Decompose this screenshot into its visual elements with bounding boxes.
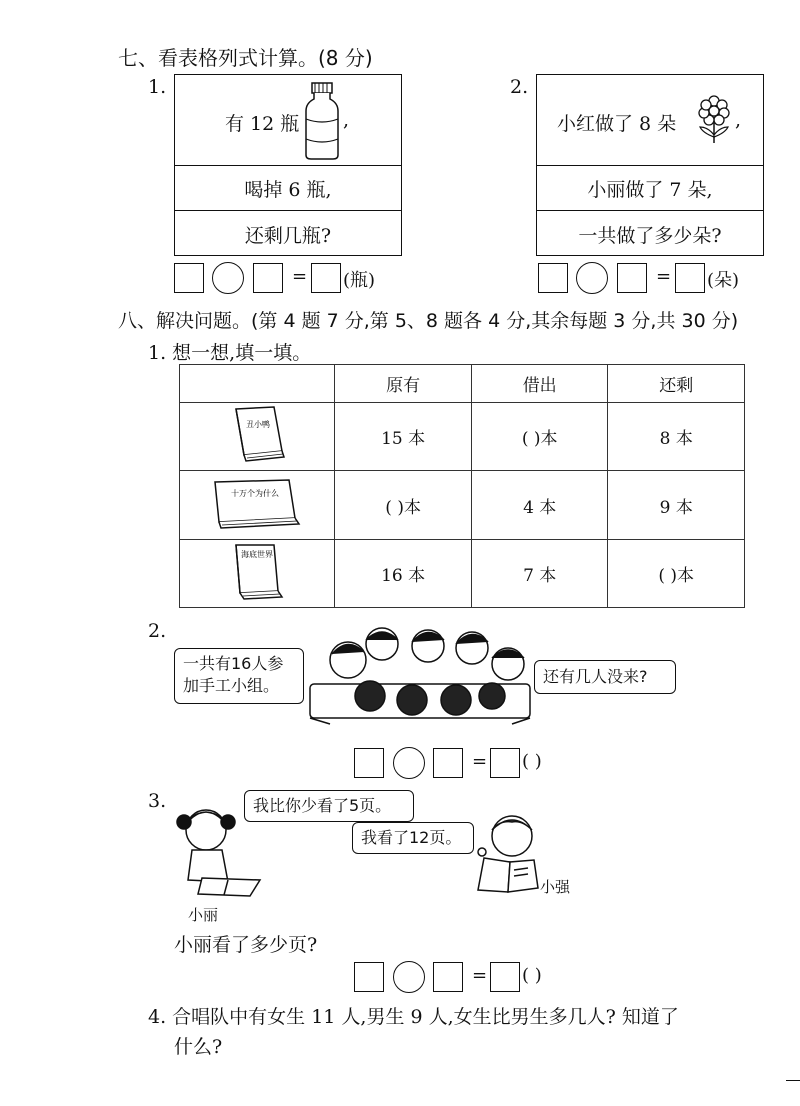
q2-number: 2. <box>510 76 529 98</box>
q2-table <box>536 74 764 256</box>
cell-original: 15 本 <box>335 403 472 471</box>
cell-remaining[interactable]: ( )本 <box>608 539 745 607</box>
s8-q3-answer-box-3[interactable] <box>490 962 520 992</box>
s8-q2-answer-box-1[interactable] <box>354 748 384 778</box>
q2-row1: 小红做了 8 朵 <box>557 113 677 135</box>
book-title: 海底世界 <box>241 549 274 559</box>
book-icon <box>226 541 288 601</box>
boy-reading-illustration <box>474 808 544 894</box>
q2-row2: 小丽做了 7 朵, <box>587 179 713 201</box>
boy-name: 小强 <box>540 878 571 896</box>
s8-q4-line2: 什么? <box>174 1036 223 1058</box>
cell-original[interactable]: ( )本 <box>335 471 472 539</box>
header-remaining: 还剩 <box>608 365 745 403</box>
s8-q3-operator-circle[interactable] <box>393 961 425 993</box>
speech-bubble-right: 还有几人没来? <box>534 660 676 694</box>
header-empty <box>180 365 335 403</box>
q2-row3: 一共做了多少朵? <box>578 225 722 247</box>
speech-bubble-left: 一共有16人参加手工小组。 <box>174 648 304 704</box>
section7-title: 七、看表格列式计算。(8 分) <box>118 46 373 70</box>
table-row <box>180 539 745 607</box>
q2-operator-circle[interactable] <box>576 262 608 294</box>
bottle-icon <box>303 81 341 161</box>
book-cell <box>180 471 335 539</box>
q2-answer-box-2[interactable] <box>617 263 647 293</box>
cell-borrowed: 7 本 <box>471 539 608 607</box>
q2-answer-box-3[interactable] <box>675 263 705 293</box>
s8-q4-line1: 4. 合唱队中有女生 11 人,男生 9 人,女生比男生多几人? 知道了 <box>148 1006 679 1028</box>
book-icon <box>207 474 307 532</box>
s8-q2-operator-circle[interactable] <box>393 747 425 779</box>
s8-q3-answer-box-1[interactable] <box>354 962 384 992</box>
cell-borrowed: 4 本 <box>471 471 608 539</box>
q1-row1-comma: , <box>343 109 350 131</box>
q1-row1: 有 12 瓶 <box>225 113 300 135</box>
speech-bubble-boy: 我看了12页。 <box>352 822 474 854</box>
s8-q1-text: 1. 想一想,填一填。 <box>148 342 312 364</box>
header-borrowed: 借出 <box>471 365 608 403</box>
q1-number: 1. <box>148 76 167 98</box>
s8-q2-answer-box-3[interactable] <box>490 748 520 778</box>
q2-row1-comma: , <box>735 109 742 131</box>
q1-answer-box-1[interactable] <box>174 263 204 293</box>
q1-table <box>174 74 402 256</box>
q2-answer-box-1[interactable] <box>538 263 568 293</box>
book-cell <box>180 539 335 607</box>
table-row <box>180 403 745 471</box>
s8-q3-number: 3. <box>148 790 167 812</box>
header-original: 原有 <box>335 365 472 403</box>
q1-unit: (瓶) <box>343 270 376 291</box>
book-icon <box>226 405 288 463</box>
s8-q3-answer-box-2[interactable] <box>433 962 463 992</box>
cell-remaining: 9 本 <box>608 471 745 539</box>
q1-row3: 还剩几瓶? <box>244 225 332 247</box>
speech-bubble-girl: 我比你少看了5页。 <box>244 790 414 822</box>
s8-q2-number: 2. <box>148 620 167 642</box>
children-group-illustration <box>300 614 540 726</box>
s8-q2-unit: ( ) <box>522 751 542 772</box>
section8-title: 八、解决问题。(第 4 题 7 分,第 5、8 题各 4 分,其余每题 3 分,共 30 分) <box>118 310 739 332</box>
table-row <box>180 471 745 539</box>
q1-operator-circle[interactable] <box>212 262 244 294</box>
book-title: 十万个为什么 <box>231 488 280 498</box>
book-table <box>179 364 745 608</box>
q1-answer-box-3[interactable] <box>311 263 341 293</box>
flower-icon <box>695 93 733 145</box>
book-title: 丑小鸭 <box>246 420 271 430</box>
q1-row2: 喝掉 6 瓶, <box>244 179 332 201</box>
q1-equals: = <box>292 266 308 287</box>
book-cell <box>180 403 335 471</box>
s8-q3-equals: = <box>472 965 488 986</box>
q2-unit: (朵) <box>707 270 740 291</box>
s8-q3-question: 小丽看了多少页? <box>174 934 318 956</box>
s8-q3-unit: ( ) <box>522 965 542 986</box>
s8-q2-answer-box-2[interactable] <box>433 748 463 778</box>
cell-original: 16 本 <box>335 539 472 607</box>
cell-borrowed[interactable]: ( )本 <box>471 403 608 471</box>
girl-name: 小丽 <box>188 906 219 924</box>
q1-answer-box-2[interactable] <box>253 263 283 293</box>
page-edge-mark <box>786 1080 800 1081</box>
cell-remaining: 8 本 <box>608 403 745 471</box>
q2-equals: = <box>656 266 672 287</box>
s8-q2-equals: = <box>472 751 488 772</box>
